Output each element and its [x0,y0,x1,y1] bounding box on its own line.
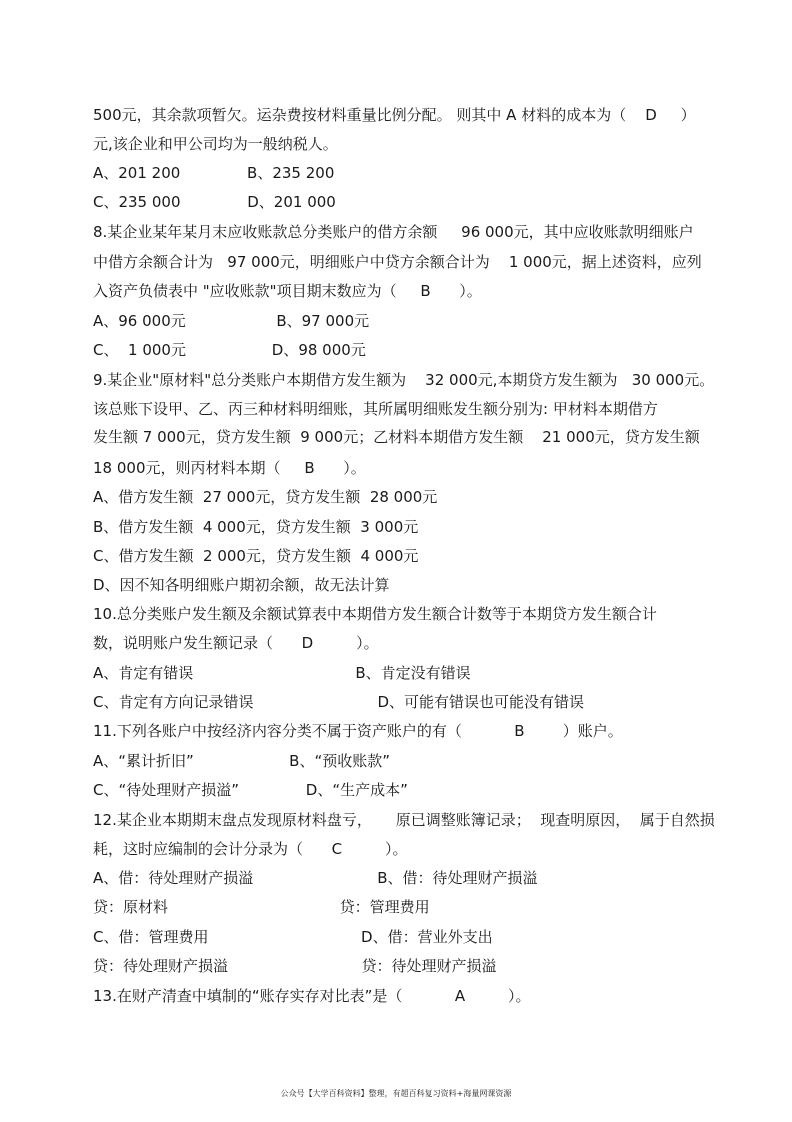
question-9-line-4: 18 000元，则丙材料本期（ B ）。 [93,459,366,477]
option-line-q9-a: A、借方发生额 27 000元，贷方发生额 28 000元 [93,488,438,506]
question-12-line-2: 耗，这时应编制的会计分录为（ C ）。 [93,840,408,858]
question-8-line-3: 入资产负债表中 "应收账款"项目期末数应为（ B ）。 [93,282,482,300]
question-9-line-3: 发生额 7 000元，贷方发生额 9 000元；乙材料本期借方发生额 21 000元，贷方发生额 [93,428,700,446]
option-line-q8-cd: C、 1 000元 D、98 000元 [93,341,366,359]
page-footer: 公众号【大学百科资料】整理，有超百科复习资料+海量网课资源 [280,1089,512,1098]
option-line-q10-cd: C、肯定有方向记录错误 D、可能有错误也可能没有错误 [93,693,584,711]
option-line-q9-b: B、借方发生额 4 000元，贷方发生额 3 000元 [93,518,419,536]
option-line-q11-cd: C、“待处理财产损溢” D、“生产成本” [93,781,408,799]
question-12-line-1: 12.某企业本期期末盘点发现原材料盘亏， 原已调整账簿记录； 现查明原因， 属于自然损 [93,811,715,829]
question-8-line-2: 中借方余额合计为 97 000元，明细账户中贷方余额合计为 1 000元，据上述资料，应列 [93,253,702,271]
option-line-q9-d: D、因不知各明细账户期初余额，故无法计算 [93,576,390,594]
option-line-q12-ab-credit: 贷：原材料 贷：管理费用 [93,898,430,916]
question-9-line-1: 9.某企业"原材料"总分类账户本期借方发生额为 32 000元,本期贷方发生额为 30 000元。 [93,371,715,389]
option-line-q11-ab: A、“累计折旧” B、“预收账款” [93,752,390,770]
option-line-q12-cd-debit: C、借：管理费用 D、借：营业外支出 [93,928,493,946]
question-9-line-2: 该总账下设甲、乙、丙三种材料明细账，其所属明细账发生额分别为: 甲材料本期借方 [93,400,658,418]
question-8-line-1: 8.某企业某年某月末应收账款总分类账户的借方余额 96 000元，其中应收账款明细账户 [93,223,694,241]
option-line-q8-ab: A、96 000元 B、97 000元 [93,312,370,330]
option-line-q7-ab: A、201 200 B、235 200 [93,164,335,182]
option-line-q10-ab: A、肯定有错误 B、肯定没有错误 [93,664,471,682]
option-line-q9-c: C、借方发生额 2 000元，贷方发生额 4 000元 [93,547,419,565]
text-line-1: 500元，其余款项暂欠。运杂费按材料重量比例分配。 则其中 A 材料的成本为（ D ） [93,106,696,124]
text-line-2: 元,该企业和甲公司均为一般纳税人。 [93,135,338,153]
option-line-q7-cd: C、235 000 D、201 000 [93,193,336,211]
question-10-line-2: 数，说明账户发生额记录（ D ）。 [93,634,379,652]
option-line-q12-ab-debit: A、借：待处理财产损溢 B、借：待处理财产损溢 [93,869,538,887]
option-line-q12-cd-credit: 贷：待处理财产损溢 贷：待处理财产损溢 [93,957,497,975]
question-10-line-1: 10.总分类账户发生额及余额试算表中本期借方发生额合计数等于本期贷方发生额合计 [93,605,657,623]
question-11-line-1: 11.下列各账户中按经济内容分类不属于资产账户的有（ B ）账户。 [93,722,623,740]
question-13-line-1: 13.在财产清查中填制的“账存实存对比表”是（ A ）。 [93,987,531,1005]
